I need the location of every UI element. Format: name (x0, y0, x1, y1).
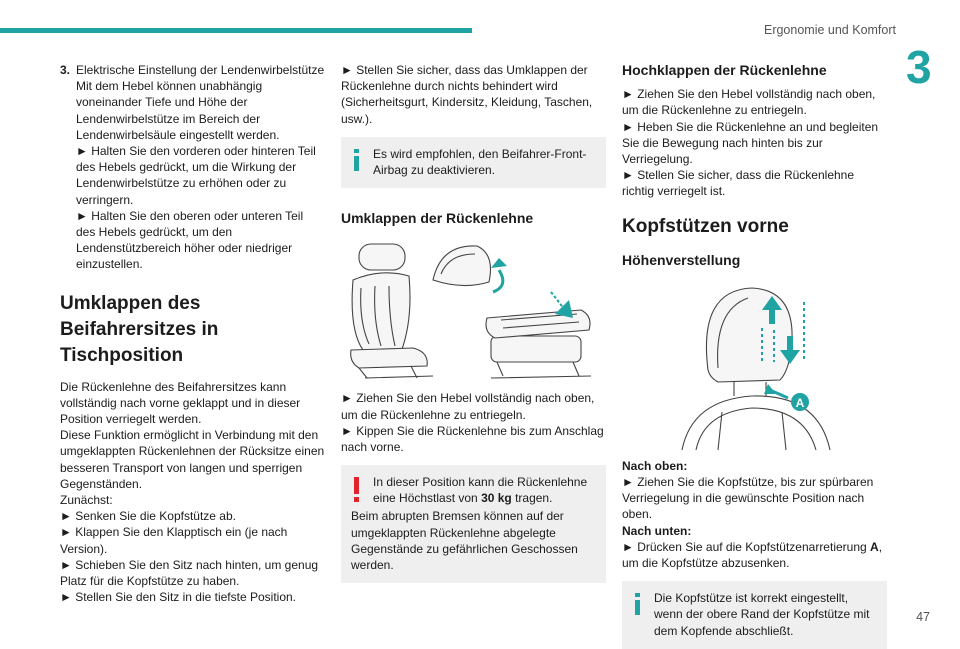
heading-raise-backrest: Hochklappen der Rückenlehne (622, 62, 827, 78)
heading-fold-backrest: Umklappen der Rückenlehne (341, 210, 534, 227)
bullet-1: ► Stellen Sie sicher, dass das Umklappen der Rückenlehne durch nichts behindert wird (Sicherheitsgurt, Kindersitz, Kleidung, Taschen, usw.). (341, 63, 593, 126)
header-accent-bar (0, 28, 472, 33)
warning-text-weight: 30 kg (481, 491, 512, 506)
bullet-2: ► Klappen Sie den Klapptisch ein (je nach Version). (60, 525, 288, 556)
info-icon (632, 592, 646, 639)
info-text: Die Kopfstütze ist korrekt eingestellt, wenn der obere Rand der Kopfstütze mit dem Kopfende abschließt. (654, 591, 870, 638)
step-3-bullet-2: ► Halten Sie den oberen oder unteren Teil des Hebels gedrückt, um den Lendenstützbereich höher oder niedriger einzustellen. (76, 208, 304, 272)
bullet-2: ► Ziehen Sie den Hebel vollständig nach oben, um die Rückenlehne zu entriegeln. (341, 391, 595, 422)
warning-text (365, 474, 596, 508)
info-text: Es wird empfohlen, den Beifahrer-Front-Airbag zu deaktivieren. (373, 146, 587, 178)
warning-icon (351, 476, 365, 508)
up-label: Nach oben: (622, 458, 688, 473)
step-number: 3. (60, 63, 71, 77)
section-title: Ergonomie und Komfort (763, 23, 896, 37)
heading-table-position: Umklappen des Beifahrersitzes in Tischposition (60, 292, 219, 366)
paragraph-2: Diese Funktion ermöglicht in Verbindung mit den umgeklappten Rückenlehnen der Rücksitze einen besseren Transport von langen und sperrigen Gegenständen. (60, 428, 325, 491)
down-text-comma: , (878, 539, 883, 554)
bullet-2: ► Heben Sie die Rückenlehne an und begleiten Sie die Bewegung nach hinten bis zur Verriegelung. (622, 119, 879, 167)
step-3-text: Elektrische Einstellung der Lendenwirbelstütze Mit dem Hebel können unabhängig voneinander Tiefe und Höhe der Lendenwirbelstütze im Bereich der Lendenwirbelsäule eingestellt werden. (76, 63, 325, 142)
bullet-3: ► Stellen Sie sicher, dass die Rückenlehne richtig verriegelt ist. (622, 168, 855, 199)
info-box (341, 137, 606, 188)
page-number: 47 (916, 610, 930, 624)
bullet-4: ► Stellen Sie den Sitz in die tiefste Position. (60, 590, 297, 605)
heading-height-adjustment: Höhenverstellung (622, 251, 741, 268)
label-a: A (795, 395, 805, 410)
seat-fold-illustration (341, 240, 606, 382)
warning-box (341, 465, 606, 583)
info-icon (351, 148, 365, 178)
down-text (622, 539, 887, 555)
down-text-2: um die Kopfstütze abzusenken. (622, 556, 790, 571)
up-text: ► Ziehen Sie die Kopfstütze, bis zur spürbaren Verriegelung in die gewünschte Position nach oben. (622, 475, 874, 522)
down-label: Nach unten: (622, 523, 692, 538)
paragraph-3: Zunächst: (60, 493, 113, 508)
step-3 (60, 62, 325, 273)
info-box (622, 581, 887, 649)
column-2 (341, 62, 606, 583)
paragraph-1: Die Rückenlehne des Beifahrersitzes kann vollständig nach vorne geklappt und in dieser Position verriegelt werden. (60, 379, 301, 427)
warning-text-post: tragen. (511, 491, 553, 506)
column-3 (622, 62, 887, 649)
chapter-number: 3 (906, 41, 932, 93)
bullet-1: ► Senken Sie die Kopfstütze ab. (60, 509, 236, 524)
headrest-illustration (622, 280, 887, 450)
down-text-a: A (870, 539, 879, 554)
warning-text-pre: In dieser Position kann die Rückenlehne eine Höchstlast von (373, 475, 588, 506)
heading-front-headrests: Kopfstützen vorne (622, 215, 789, 237)
warning-text-more: Beim abrupten Bremsen können auf der umgeklappten Rückenlehne abgelegte Gegenstände zu gefährlichen Geschossen werden. (351, 509, 578, 573)
down-text-pre: ► Drücken Sie auf die Kopfstützenarretierung (622, 539, 871, 554)
bullet-3: ► Schieben Sie den Sitz nach hinten, um genug Platz für die Kopfstütze zu haben. (60, 557, 319, 589)
step-3-bullet-1: ► Halten Sie den vorderen oder hinteren Teil des Hebels gedrückt, um die Wirkung der Lendenwirbelstütze zu erhöhen oder zu verringern. (76, 144, 316, 207)
bullet-3: ► Kippen Sie die Rückenlehne bis zum Anschlag nach vorne. (341, 423, 604, 455)
column-1 (60, 62, 325, 605)
bullet-1: ► Ziehen Sie den Hebel vollständig nach oben, um die Rückenlehne zu entriegeln. (622, 87, 876, 118)
